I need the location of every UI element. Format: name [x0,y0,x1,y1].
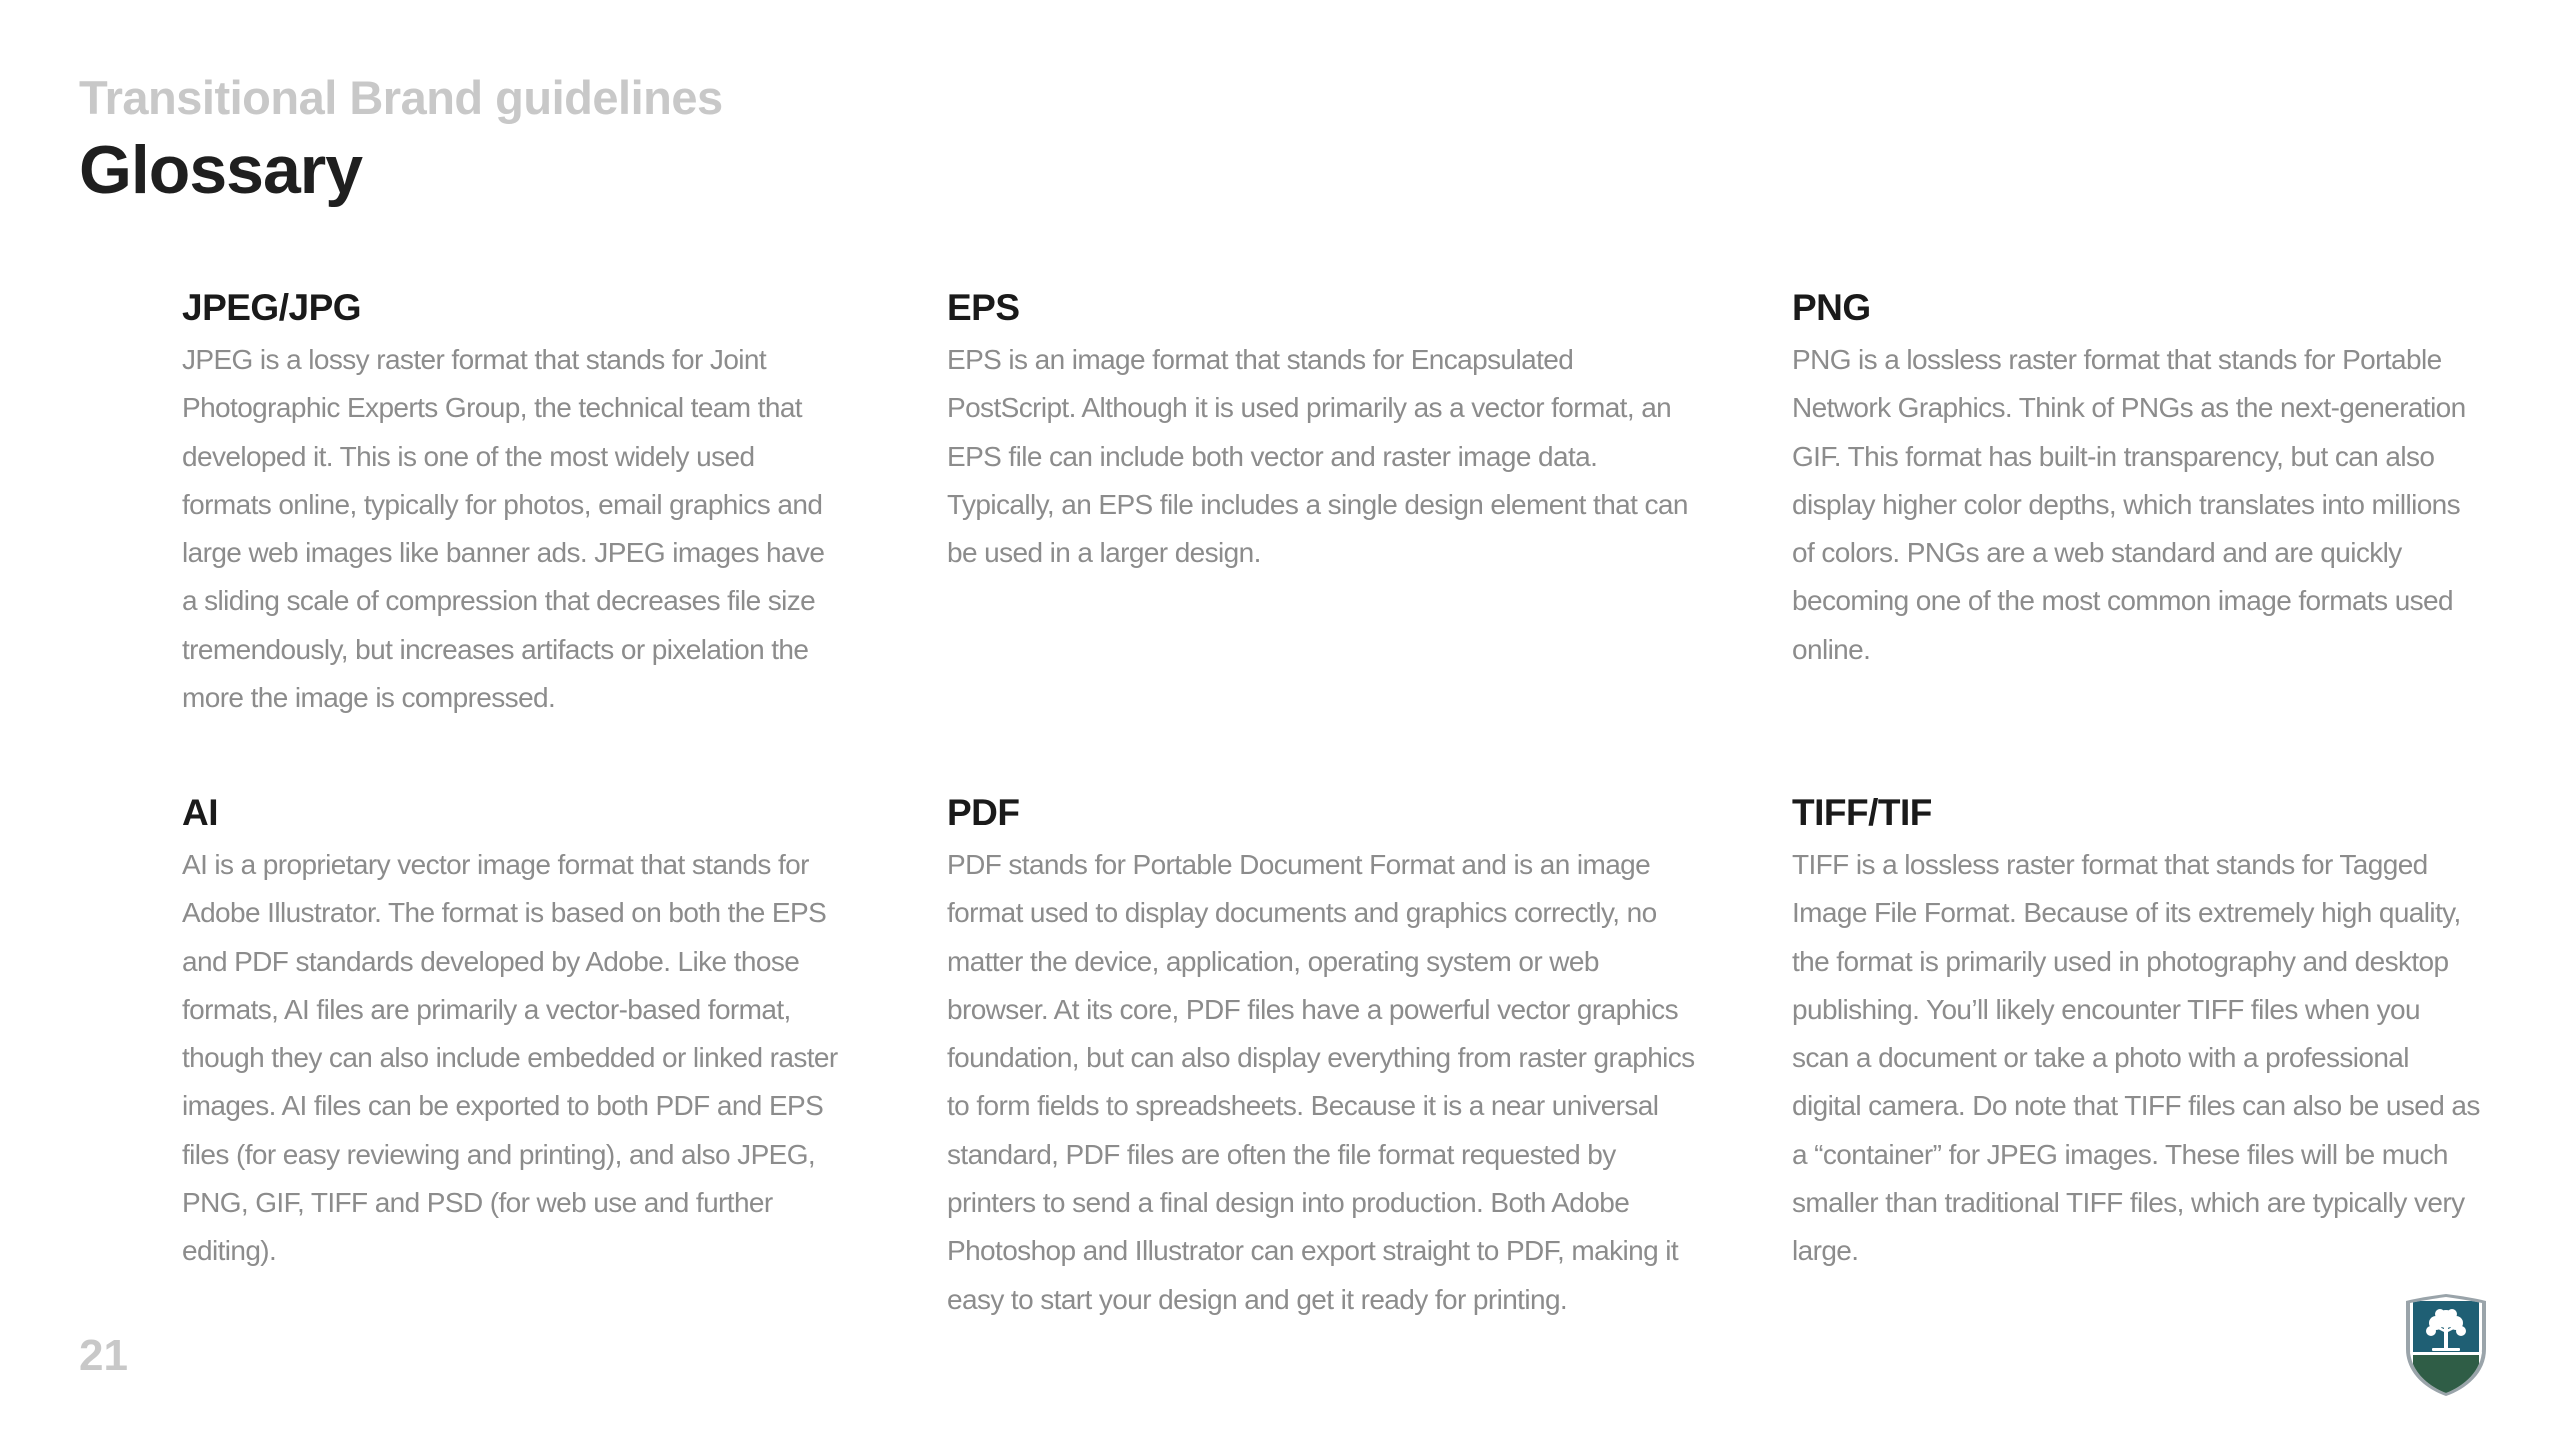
page-title: Glossary [79,132,363,208]
glossary-entry-pdf [947,791,1702,1324]
glossary-definition: TIFF is a lossless raster format that stands for Tagged Image File Format. Because of its extremely high quality, the format is primarily used in photography and desktop publishing. You’ll likely encounter TIFF files when you scan a document or take a photo with a professional digital camera. Do note that TIFF files can also be used as a “container” for JPEG images. These files will be much smaller than traditional TIFF files, which are typically very large. [1792,849,2480,1267]
glossary-term: JPEG/JPG [182,287,362,328]
glossary-entry-tiff [1792,791,2482,1276]
tree-shield-icon [2404,1293,2488,1397]
glossary-entry-ai [182,791,842,1276]
glossary-term: PNG [1792,287,1871,328]
glossary-term: TIFF/TIF [1792,792,1932,833]
glossary-entry-jpeg [182,286,842,722]
glossary-term: EPS [947,287,1020,328]
slide-header [79,70,723,210]
glossary-term: AI [182,792,218,833]
glossary-term: PDF [947,792,1020,833]
glossary-definition: JPEG is a lossy raster format that stands for Joint Photographic Experts Group, the technical team that developed it. This is one of the most widely used formats online, typically for photos, email graphics and large web images like banner ads. JPEG images have a sliding scale of compression that decreases file size tremendously, but increases artifacts or pixelation the more the image is compressed. [182,344,825,714]
document-subtitle: Transitional Brand guidelines [79,71,723,124]
glossary-entry-eps [947,286,1702,577]
page-number: 21 [79,1331,128,1380]
glossary-definition: EPS is an image format that stands for Encapsulated PostScript. Although it is used primarily as a vector format, an EPS file can include both vector and raster image data. Typically, an EPS file includes a single design element that can be used in a larger design. [947,344,1688,569]
glossary-definition: PNG is a lossless raster format that stands for Portable Network Graphics. Think of PNGs as the next-generation GIF. This format has built-in transparency, but can also display higher color depths, which translates into millions of colors. PNGs are a web standard and are quickly becoming one of the most common image formats used online. [1792,344,2466,665]
glossary-definition: PDF stands for Portable Document Format and is an image format used to display documents and graphics correctly, no matter the device, application, operating system or web browser. At its core, PDF files have a powerful vector graphics foundation, but can also display everything from raster graphics to form fields to spreadsheets. Because it is a near universal standard, PDF files are often the file format requested by printers to send a final design into production. Both Adobe Photoshop and Illustrator can export straight to PDF, making it easy to start your design and get it ready for printing. [947,849,1695,1315]
glossary-entry-png [1792,286,2482,674]
glossary-definition: AI is a proprietary vector image format that stands for Adobe Illustrator. The format is based on both the EPS and PDF standards developed by Adobe. Like those formats, AI files are primarily a vector-based format, though they can also include embedded or linked raster images. AI files can be exported to both PDF and EPS files (for easy reviewing and printing), and also JPEG, PNG, GIF, TIFF and PSD (for web use and further editing). [182,849,838,1267]
